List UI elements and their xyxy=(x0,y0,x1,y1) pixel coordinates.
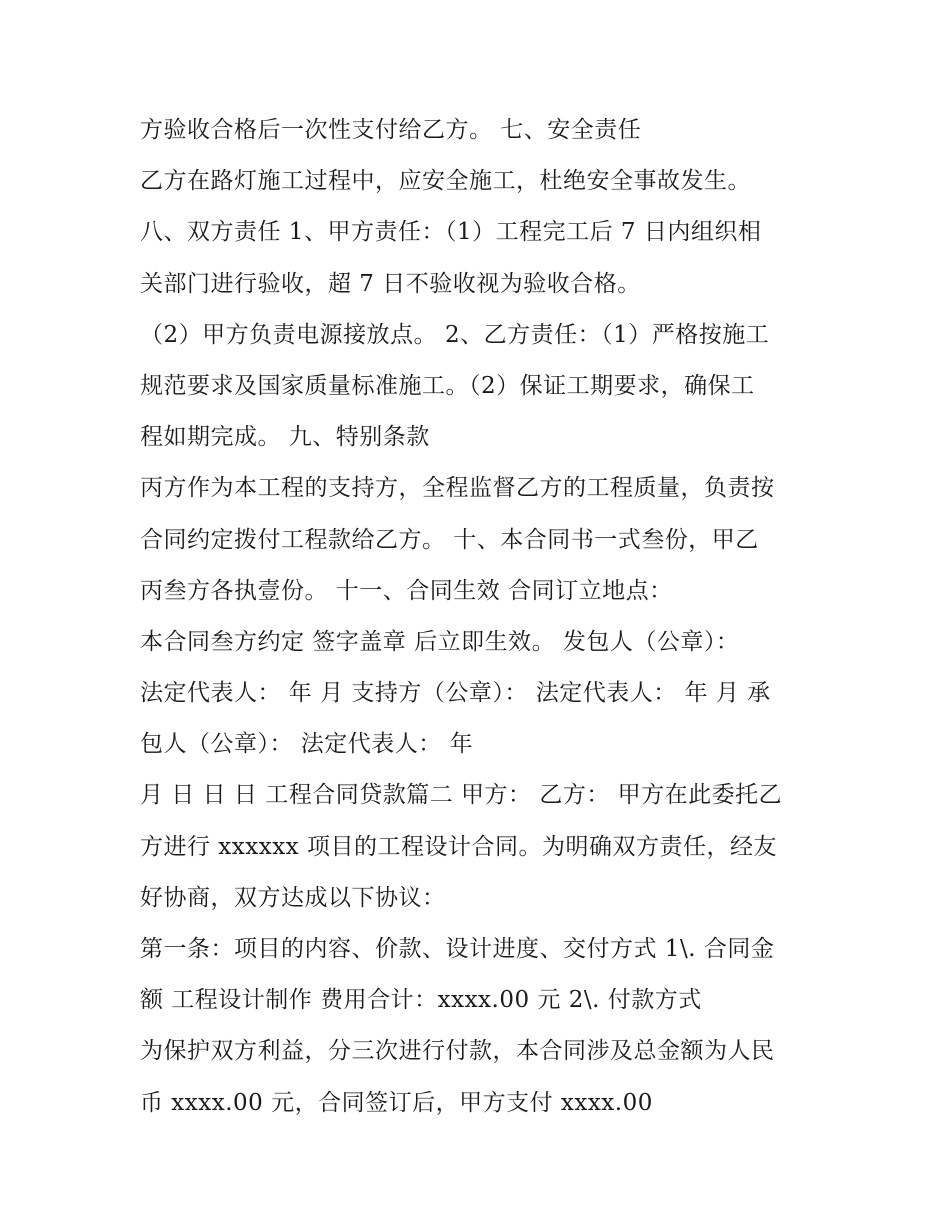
text-line: 本合同叁方约定 签字盖章 后立即生效。 发包人（公章）： xyxy=(140,628,740,655)
text-line: 方进行 xxxxxx 项目的工程设计合同。为明确双方责任，经友 xyxy=(140,833,777,860)
contract-text xyxy=(140,108,830,1132)
text-line: 方验收合格后一次性支付给乙方。 七、安全责任 xyxy=(140,117,642,143)
text-line: 八、双方责任 1、甲方责任：（1）工程完工后 7 日内组织相 xyxy=(140,219,762,246)
text-line: 币 xxxx.00 元，合同签订后，甲方支付 xxxx.00 xyxy=(140,1089,653,1116)
text-line: 为保护双方利益，分三次进行付款，本合同涉及总金额为人民 xyxy=(140,1038,775,1065)
text-line: 好协商，双方达成以下协议： xyxy=(140,884,446,911)
text-line: 额 工程设计制作 费用合计：xxxx.00 元 2\. 付款方式 xyxy=(140,987,702,1014)
text-line: 关部门进行验收，超 7 日不验收视为验收合格。 xyxy=(140,270,641,297)
text-line: 月 日 日 日 工程合同贷款篇二 甲方： 乙方： 甲方在此委托乙 xyxy=(140,782,783,809)
text-line: 法定代表人： 年 月 支持方（公章）： 法定代表人： 年 月 承 xyxy=(140,680,771,707)
text-line: 包人（公章）： 法定代表人： 年 xyxy=(140,731,474,758)
text-line: 程如期完成。 九、特别条款 xyxy=(140,424,430,451)
text-line: （2）甲方负责电源接放点。 2、乙方责任：（1）严格按施工 xyxy=(140,321,770,348)
text-line: 合同约定拨付工程款给乙方。 十、本合同书一式叁份，甲乙 xyxy=(140,526,759,553)
text-line: 丙方作为本工程的支持方，全程监督乙方的工程质量，负责按 xyxy=(140,475,775,502)
text-line: 乙方在路灯施工过程中，应安全施工，杜绝安全事故发生。 xyxy=(140,168,751,195)
text-line: 丙叁方各执壹份。 十一、合同生效 合同订立地点： xyxy=(140,577,673,604)
text-line: 规范要求及国家质量标准施工。（2）保证工期要求，确保工 xyxy=(140,372,755,399)
text-line: 第一条：项目的内容、价款、设计进度、交付方式 1\. 合同金 xyxy=(140,936,775,962)
